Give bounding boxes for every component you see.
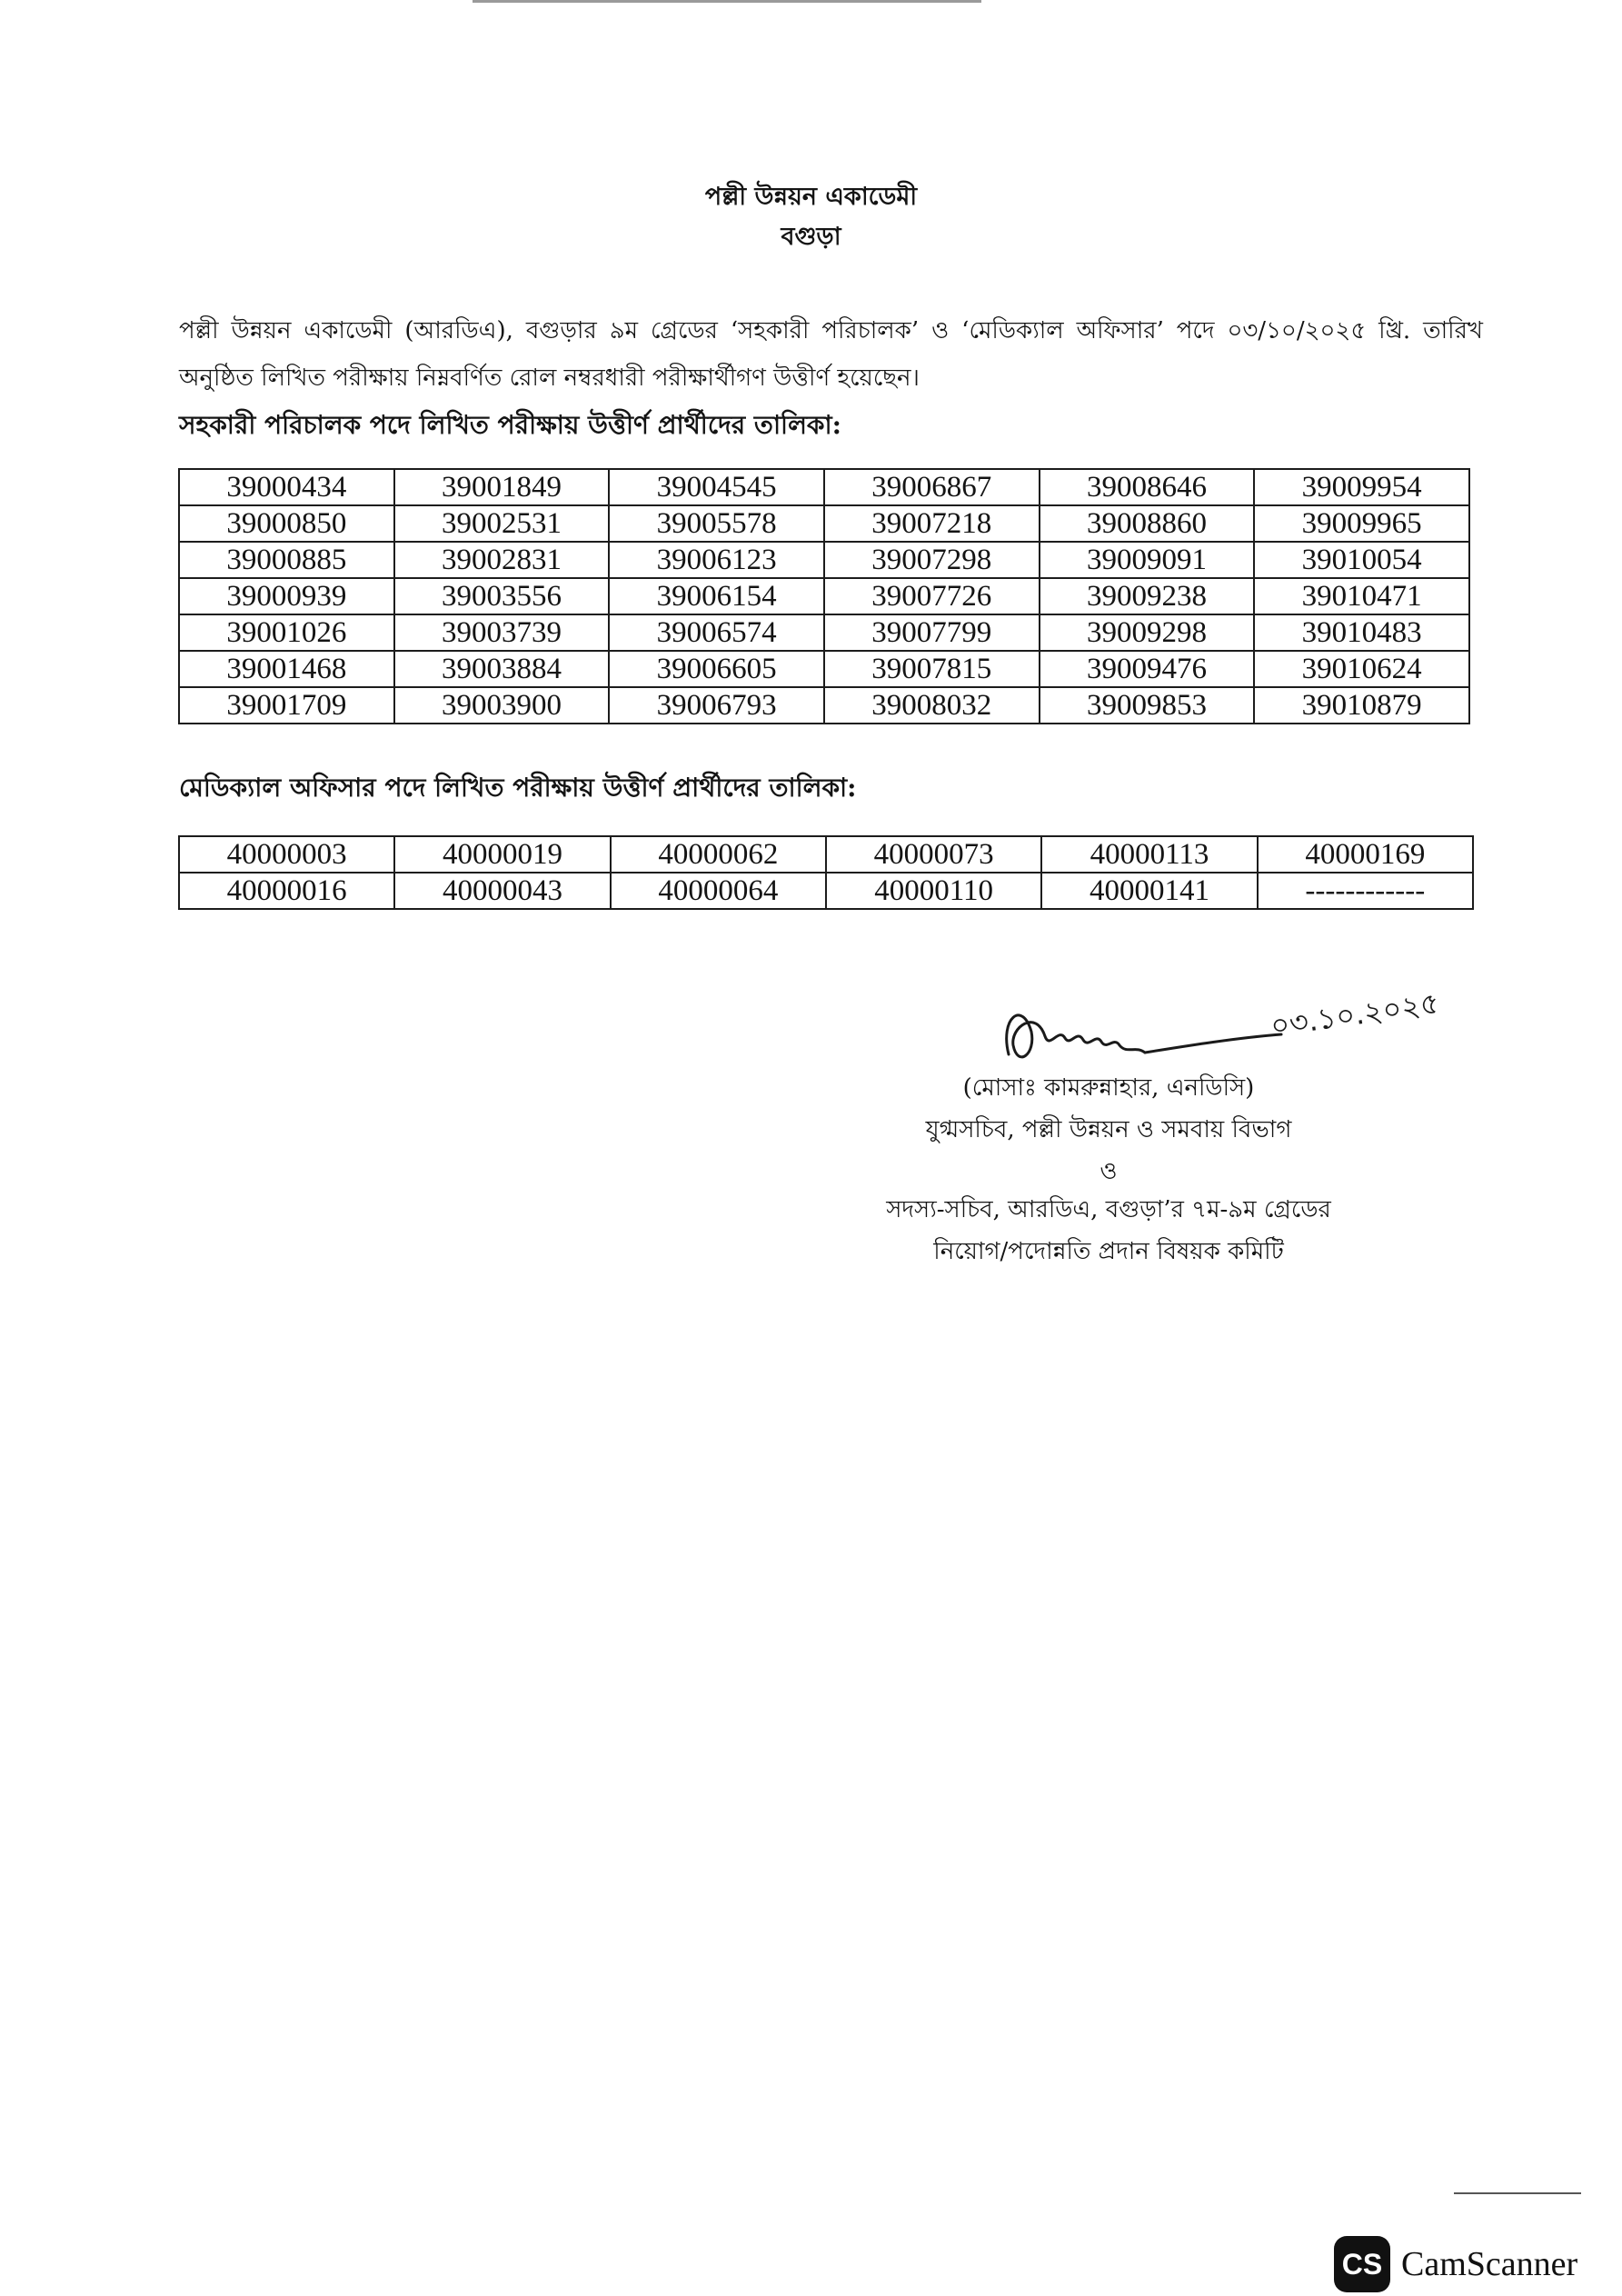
roll-cell: 39010054 xyxy=(1254,542,1469,578)
roll-cell: 40000169 xyxy=(1258,836,1473,873)
table-row xyxy=(179,469,1469,505)
signatory-designation-3: নিয়োগ/পদোন্নতি প্রদান বিষয়ক কমিটি xyxy=(933,1238,1284,1265)
signature-date: ০৩.১০.২০২৫ xyxy=(1268,985,1442,1043)
roll-cell: 39005578 xyxy=(609,505,824,542)
notice-intro: পল্লী উন্নয়ন একাডেমী (আরডিএ), বগুড়ার ৯ম গ্রেডের ‘সহকারী পরিচালক’ ও ‘মেডিক্যাল অফিসার’ পদে ০৩/১০/২০২৫ খ্রি. তারিখ অনুষ্ঠিত লিখিত পরীক্ষায় নিম্নবর্ণিত রোল নম্বরধারী পরীক্ষার্থীগণ উত্তীর্ণ হয়েছেন। xyxy=(179,317,1483,392)
signatory-conjunction: ও xyxy=(1100,1158,1118,1185)
roll-cell: 40000043 xyxy=(394,873,610,909)
roll-cell: 39010483 xyxy=(1254,614,1469,651)
table-row xyxy=(179,614,1469,651)
roll-cell: 39001709 xyxy=(179,687,394,724)
table-row xyxy=(179,505,1469,542)
roll-cell: 39009965 xyxy=(1254,505,1469,542)
medical-officer-roll-table xyxy=(178,835,1474,910)
assistant-director-heading: সহকারী পরিচালক পদে লিখিত পরীক্ষায় উত্তীর্ণ প্রার্থীদের তালিকা: xyxy=(179,410,841,440)
camscanner-watermark xyxy=(1334,2236,1577,2292)
table-row xyxy=(179,578,1469,614)
table-row xyxy=(179,836,1473,873)
roll-cell: 40000016 xyxy=(179,873,394,909)
roll-cell: 39001026 xyxy=(179,614,394,651)
roll-cell: 39009298 xyxy=(1040,614,1255,651)
signatory-name: (মোসাঃ কামরুন্নাহার, এনডিসি) xyxy=(962,1074,1255,1102)
scan-edge-shadow xyxy=(473,0,981,3)
table-row xyxy=(179,651,1469,687)
roll-cell: 39010879 xyxy=(1254,687,1469,724)
city-subtitle: বগুড়া xyxy=(781,223,841,251)
roll-cell: 39002531 xyxy=(394,505,610,542)
roll-cell: 39006123 xyxy=(609,542,824,578)
roll-cell: 39010624 xyxy=(1254,651,1469,687)
roll-cell: 40000019 xyxy=(394,836,610,873)
medical-officer-heading: মেডিক্যাল অফিসার পদে লিখিত পরীক্ষায় উত্তীর্ণ প্রার্থীদের তালিকা: xyxy=(179,773,857,803)
signatory-designation-2: সদস্য-সচিব, আরডিএ, বগুড়া’র ৭ম-৯ম গ্রেডের xyxy=(886,1196,1331,1223)
roll-cell: 39007815 xyxy=(824,651,1040,687)
assistant-director-roll-table xyxy=(178,468,1470,724)
organization-title: পল্লী উন্নয়ন একাডেমী xyxy=(704,183,918,211)
roll-cell: 39008032 xyxy=(824,687,1040,724)
roll-cell: 39000885 xyxy=(179,542,394,578)
roll-cell: 39009238 xyxy=(1040,578,1255,614)
roll-cell: 40000110 xyxy=(826,873,1041,909)
roll-cell: 39007726 xyxy=(824,578,1040,614)
table-row xyxy=(179,873,1473,909)
roll-cell: 39006793 xyxy=(609,687,824,724)
roll-cell: 39006574 xyxy=(609,614,824,651)
signatory-designation-1: যুগ্মসচিব, পল্লী উন্নয়ন ও সমবায় বিভাগ xyxy=(925,1116,1292,1143)
roll-cell: 39001468 xyxy=(179,651,394,687)
roll-cell: 39007298 xyxy=(824,542,1040,578)
roll-cell: 39010471 xyxy=(1254,578,1469,614)
roll-cell: 39006154 xyxy=(609,578,824,614)
roll-cell: 40000003 xyxy=(179,836,394,873)
roll-cell: 39009853 xyxy=(1040,687,1255,724)
roll-cell: 39007218 xyxy=(824,505,1040,542)
roll-cell: 39009091 xyxy=(1040,542,1255,578)
roll-cell: 39009476 xyxy=(1040,651,1255,687)
roll-cell: 40000141 xyxy=(1041,873,1257,909)
roll-cell: 39007799 xyxy=(824,614,1040,651)
roll-cell: 39000850 xyxy=(179,505,394,542)
empty-roll-cell: ------------ xyxy=(1258,873,1473,909)
camscanner-text: CamScanner xyxy=(1401,2245,1578,2283)
roll-cell: 39001849 xyxy=(394,469,610,505)
roll-cell: 39003739 xyxy=(394,614,610,651)
footer-rule xyxy=(1454,2192,1581,2194)
roll-cell: 39003900 xyxy=(394,687,610,724)
roll-cell: 40000113 xyxy=(1041,836,1257,873)
roll-cell: 39008860 xyxy=(1040,505,1255,542)
roll-cell: 39006867 xyxy=(824,469,1040,505)
roll-cell: 39003884 xyxy=(394,651,610,687)
roll-cell: 39006605 xyxy=(609,651,824,687)
roll-cell: 39002831 xyxy=(394,542,610,578)
roll-cell: 40000062 xyxy=(611,836,826,873)
roll-cell: 39000939 xyxy=(179,578,394,614)
table-row xyxy=(179,542,1469,578)
roll-cell: 40000064 xyxy=(611,873,826,909)
roll-cell: 39004545 xyxy=(609,469,824,505)
roll-cell: 39000434 xyxy=(179,469,394,505)
roll-cell: 39009954 xyxy=(1254,469,1469,505)
roll-cell: 39008646 xyxy=(1040,469,1255,505)
roll-cell: 40000073 xyxy=(826,836,1041,873)
camscanner-logo-icon: CS xyxy=(1334,2236,1390,2292)
table-row xyxy=(179,687,1469,724)
roll-cell: 39003556 xyxy=(394,578,610,614)
